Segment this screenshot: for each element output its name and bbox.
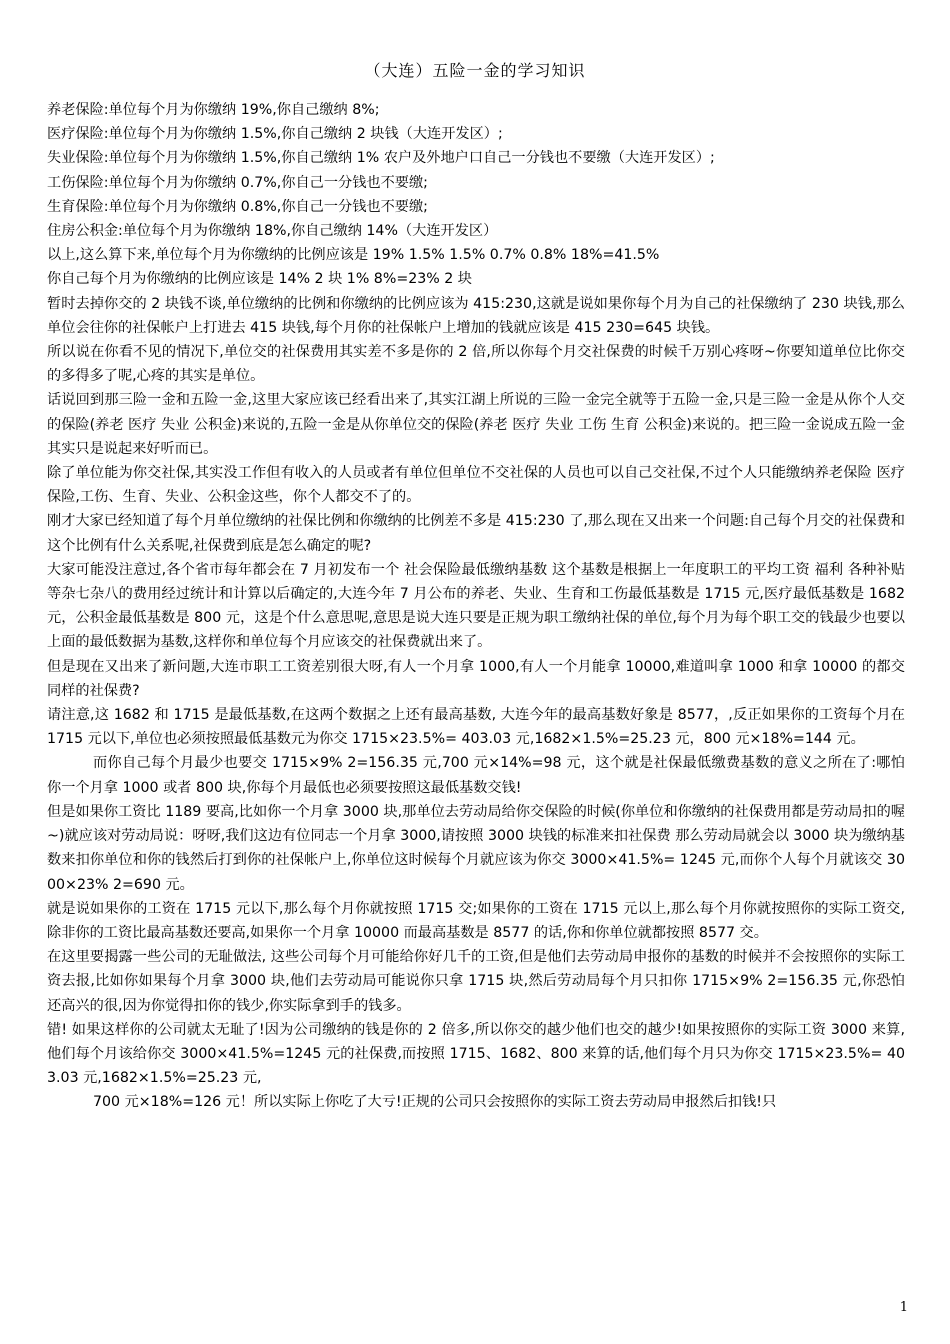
paragraph-pension-insurance: 养老保险:单位每个月为你缴纳 19%,你自己缴纳 8%; — [47, 102, 380, 118]
paragraph-wage-difference: 但是现在又出来了新问题,大连市职工工资差别很大呀,有人一个月拿 1000,有人一个月能拿 10000,难道叫拿 1000 和拿 10000 的都交同样的社保费? — [47, 658, 905, 699]
paragraph-ratio: 暂时去掉你交的 2 块钱不谈,单位缴纳的比例和你缴纳的比例应该为 415:230,这就是说如果你每个月为自己的社保缴纳了 230 块钱,那么单位会往你的社保帐户上打进去 415 块钱,每个月你的社保帐户上增加的钱就应该是 415 230=645 块钱。 — [47, 295, 905, 336]
paragraph-wrong: 错! 如果这样你的公司就太无耻了!因为公司缴纳的钱是你的 2 倍多,所以你交的越少他们也交的越少!如果按照你的实际工资 3000 来算,他们每个月该给你交 3000×41.5%=1245 元的社保费,而按照 1715、1682、800 来算的话,他们每个月只为你交 1715×23.5%= 403.03 元,1682×1.5%=25.23 元, — [47, 1021, 905, 1087]
paragraph-conclusion: 700 元×18%=126 元！所以实际上你吃了大亏!正规的公司只会按照你的实际工资去劳动局申报然后扣钱!只 — [93, 1094, 777, 1111]
paragraph-medical-insurance: 医疗保险:单位每个月为你缴纳 1.5%,你自己缴纳 2 块钱（大连开发区）; — [47, 126, 503, 143]
document-title: （大连）五险一金的学习知识 — [364, 61, 586, 80]
paragraph-employer-pays-double: 所以说在你看不见的情况下,单位交的社保费用其实差不多是你的 2 倍,所以你每个月交社保费的时候千万别心疼呀~你要知道单位比你交的多得多了呢,心疼的其实是单位。 — [47, 344, 905, 385]
paragraph-company-practice: 在这里要揭露一些公司的无耻做法, 这些公司每个月可能给你好几千的工资,但是他们去劳动局申报你的基数的时候并不会按照你的实际工资去报,比如你如果每个月拿 3000 块,他们去劳动局可能说你只拿 1715 块,然后劳动局每个月只扣你 1715×9% 2=156.35 元,你恐怕还高兴的很,因为你觉得扣你的钱少,你实际拿到手的钱多。 — [47, 949, 905, 1014]
paragraph-three-vs-five: 话说回到那三险一金和五险一金,这里大家应该已经看出来了,其实江湖上所说的三险一金完全就等于五险一金,只是三险一金是从你个人交的保险(养老 医疗 失业 公积金)来说的,五险一金是从你单位交的保险(养老 医疗 失业 工伤 生育 公积金)来说的。把三险一金说成五险一金其实只是说起来好听而已。 — [47, 392, 905, 457]
paragraph-minimum-self: 而你自己每个月最少也要交 1715×9% 2=156.35 元,700 元×14%=98 元，这个就是社保最低缴费基数的意义之所在了:哪怕你一个月拿 1000 或者 800 块,你每个月最低也必须要按照这最低基数交钱! — [47, 755, 905, 796]
page-number: 1 — [899, 1300, 908, 1315]
paragraph-maximum-base: 请注意,这 1682 和 1715 是最低基数,在这两个数据之上还有最高基数, 大连今年的最高基数好象是 8577，,反正如果你的工资每个月在 1715 元以下,单位也必须按照最低基数元为你交 1715×23.5%= 403.03 元,1682×1.5%=25.23 元，800 元×18%=144 元。 — [47, 707, 905, 748]
paragraph-employer-total: 以上,这么算下来,单位每个月为你缴纳的比例应该是 19% 1.5% 1.5% 0.7% 0.8% 18%=41.5% — [47, 247, 660, 264]
paragraph-unemployment-insurance: 失业保险:单位每个月为你缴纳 1.5%,你自己缴纳 1% 农户及外地户口自己一分钱也不要缴（大连开发区）; — [47, 150, 715, 167]
paragraph-self-pay: 除了单位能为你交社保,其实没工作但有收入的人员或者有单位但单位不交社保的人员也可以自己交社保,不过个人只能缴纳养老保险 医疗保险,工伤、生育、失业、公积金这些，你个人都交不了的。 — [47, 465, 905, 506]
paragraph-housing-fund: 住房公积金:单位每个月为你缴纳 18%,你自己缴纳 14%（大连开发区） — [47, 223, 498, 240]
paragraph-question: 刚才大家已经知道了每个月单位缴纳的社保比例和你缴纳的比例差不多是 415:230 了,那么现在又出来一个问题:自己每个月交的社保费和这个比例有什么关系呢,社保费到底是怎么确定的呢? — [47, 513, 905, 554]
paragraph-minimum-base: 大家可能没注意过,各个省市每年都会在 7 月初发布一个 社会保险最低缴纳基数 这个基数是根据上一年度职工的平均工资 福利 各种补贴等杂七杂八的费用经过统计和计算以后确定的,大连今年 7 月公布的养老、失业、生育和工伤最低基数是 1715 元,医疗最低基数是 1682 元，公积金最低基数是 800 元，这是个什么意思呢,意思是说大连只要是正规为职工缴纳社保的单位,每个月为每个职工交的钱最少也要以上面的最低数据为基数,这样你和单位每个月应该交的社保费就出来了。 — [47, 561, 905, 651]
paragraph-injury-insurance: 工伤保险:单位每个月为你缴纳 0.7%,你自己一分钱也不要缴; — [47, 174, 428, 191]
paragraph-summary-rule: 就是说如果你的工资在 1715 元以下,那么每个月你就按照 1715 交;如果你的工资在 1715 元以上,那么每个月你就按照你的实际工资交,除非你的工资比最高基数还要高,如果你一个月拿 10000 而最高基数是 8577 的话,你和你单位就都按照 8577 交。 — [47, 900, 905, 941]
paragraph-maternity-insurance: 生育保险:单位每个月为你缴纳 0.8%,你自己一分钱也不要缴; — [47, 198, 428, 215]
paragraph-employee-total: 你自己每个月为你缴纳的比例应该是 14% 2 块 1% 8%=23% 2 块 — [47, 271, 472, 288]
paragraph-higher-wage: 但是如果你工资比 1189 要高,比如你一个月拿 3000 块,那单位去劳动局给你交保险的时候(你单位和你缴纳的社保费用都是劳动局扣的喔~)就应该对劳动局说：呀呀,我们这边有位同志一个月拿 3000,请按照 3000 块钱的标准来扣社保费 那么劳动局就会以 3000 块为缴纳基数来扣你单位和你的钱然后打到你的社保帐户上,你单位这时候每个月就应该为你交 3000×41.5%= 1245 元,而你个人每个月就该交 3000×23% 2=690 元。 — [47, 803, 905, 893]
document-body — [47, 98, 905, 1115]
